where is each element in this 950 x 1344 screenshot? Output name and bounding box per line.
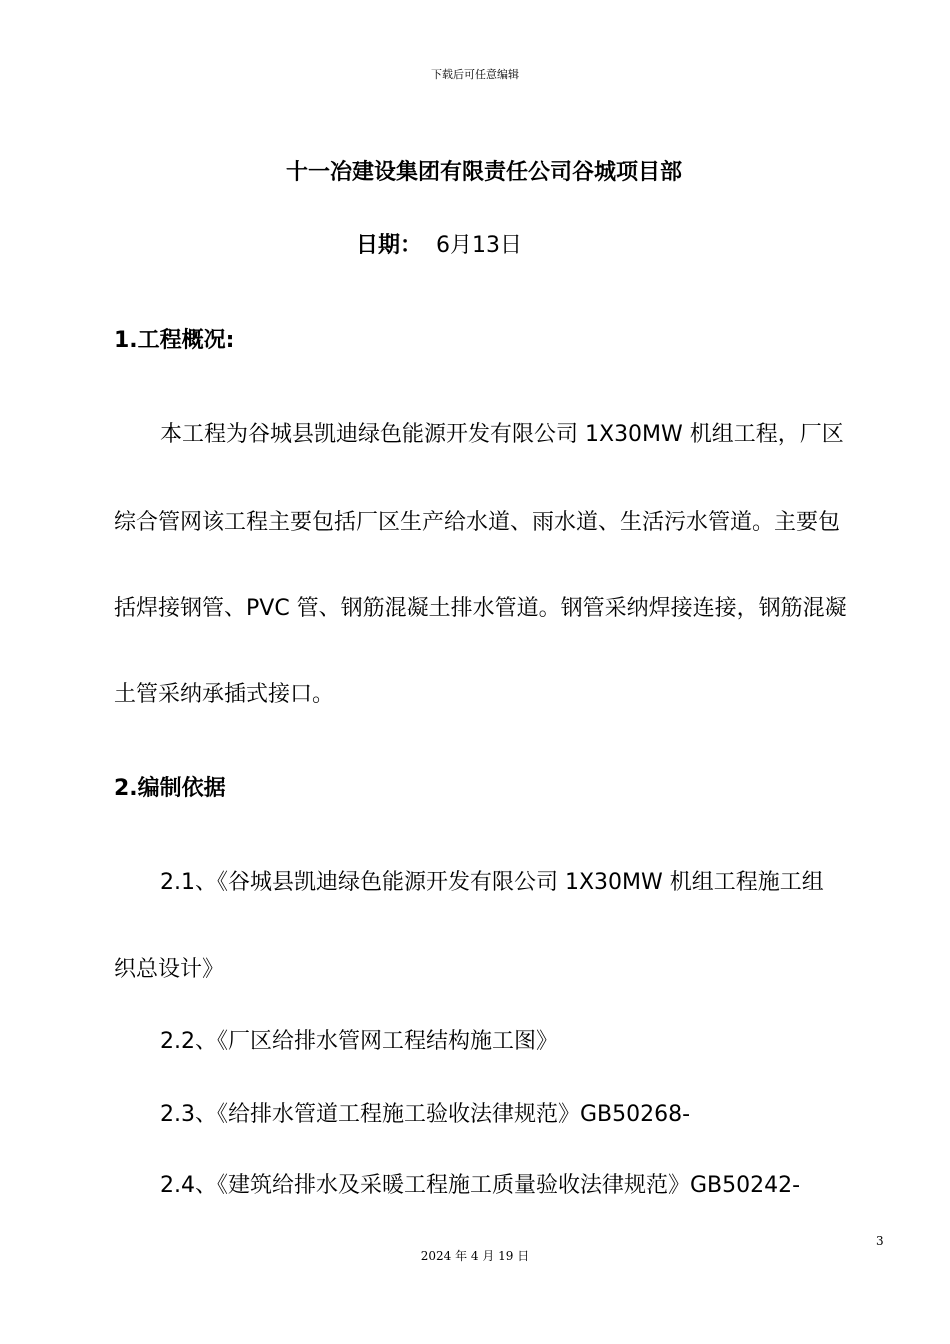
- reference-item-2-4: 2.4、《建筑给排水及采暖工程施工质量验收法律规范》GB50242-: [160, 1173, 801, 1198]
- section-1-line-4: 土管采纳承插式接口。: [114, 682, 335, 707]
- date-value: 6月13日: [436, 233, 523, 258]
- section-1-line-3: 括焊接钢管、PVC 管、钢筋混凝土排水管道。钢管采纳焊接连接，钢筋混凝: [114, 596, 847, 621]
- section-1-heading: 1.工程概况:: [114, 328, 235, 353]
- section-2-heading: 2.编制依据: [114, 776, 226, 801]
- page-number: 3: [876, 1234, 884, 1248]
- reference-item-2-1-line-1: 2.1、《谷城县凯迪绿色能源开发有限公司 1X30MW 机组工程施工组: [160, 870, 824, 895]
- reference-item-2-1-line-2: 织总设计》: [114, 957, 225, 982]
- section-1-line-1: 本工程为谷城县凯迪绿色能源开发有限公司 1X30MW 机组工程，厂区: [160, 422, 844, 447]
- document-title: 十一冶建设集团有限责任公司谷城项目部: [285, 160, 682, 185]
- section-1-line-2: 综合管网该工程主要包括厂区生产给水道、雨水道、生活污水管道。主要包: [114, 510, 841, 535]
- reference-item-2-3: 2.3、《给排水管道工程施工验收法律规范》GB50268-: [160, 1102, 691, 1127]
- reference-item-2-2: 2.2、《厂区给排水管网工程结构施工图》: [160, 1029, 558, 1054]
- header-note: 下载后可任意编辑: [431, 68, 519, 81]
- date-label: 日期：: [356, 233, 423, 258]
- footer-date: 2024 年 4 月 19 日: [420, 1249, 530, 1263]
- date-line: [356, 228, 522, 259]
